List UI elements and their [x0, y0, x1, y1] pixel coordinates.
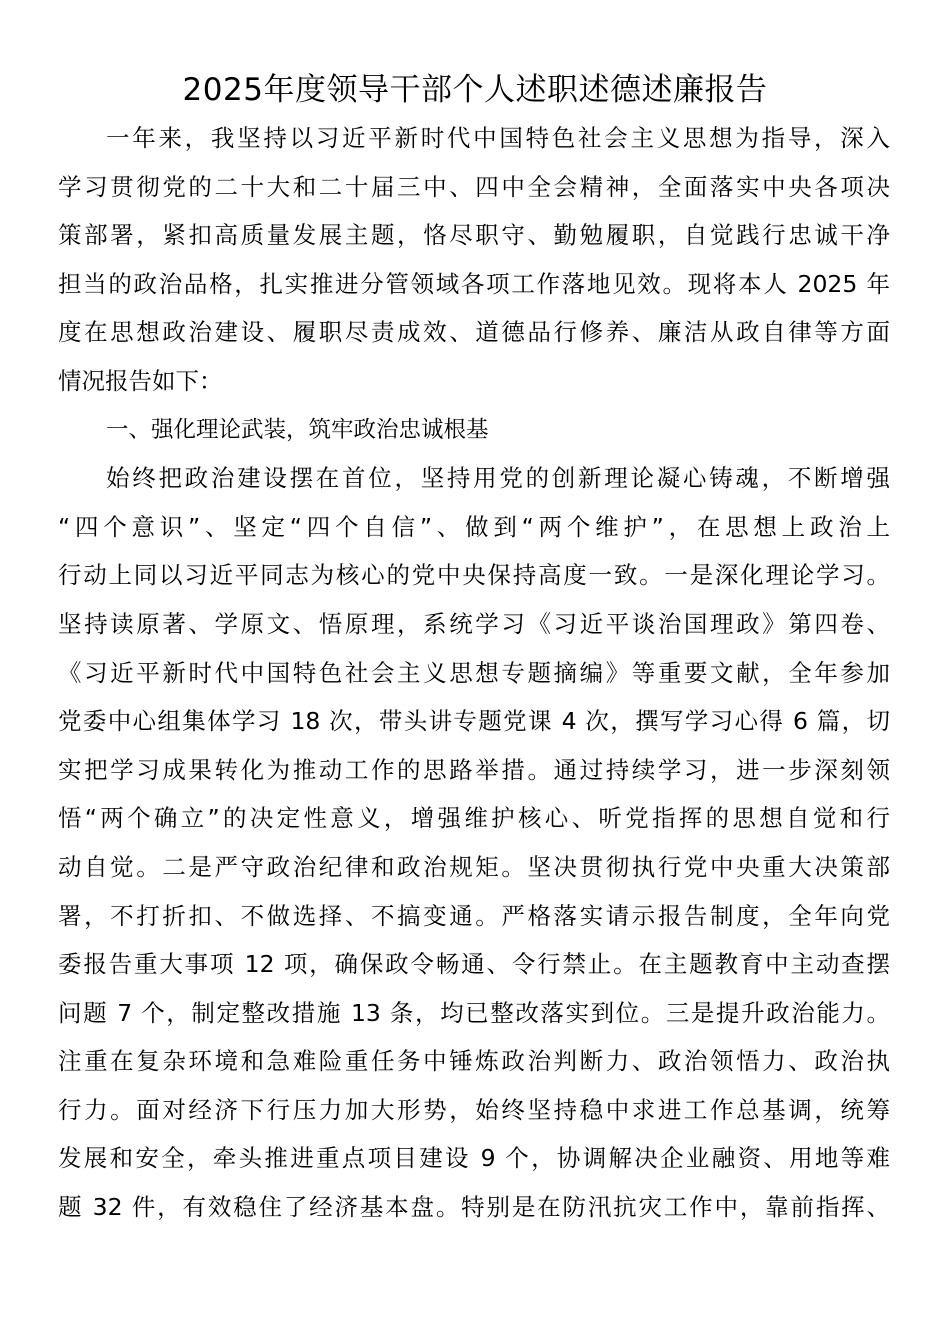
section-body-paragraph	[58, 454, 890, 1232]
text-line: 署，不打折扣、不做选择、不搞变通。严格落实请示报告制度，全年向党	[58, 901, 890, 930]
text-line: 情况报告如下：	[58, 366, 223, 395]
text-line: 坚持读原著、学原文、悟原理，系统学习《习近平谈治国理政》第四卷、	[58, 609, 890, 638]
text-line: “四个意识”、坚定“四个自信”、做到“两个维护”，在思想上政治上	[58, 512, 890, 541]
intro-paragraph	[58, 114, 890, 406]
text-line: 始终把政治建设摆在首位，坚持用党的创新理论凝心铸魂，不断增强	[106, 464, 890, 493]
text-line: 一年来，我坚持以习近平新时代中国特色社会主义思想为指导，深入	[106, 124, 890, 152]
text-line: 注重在复杂环境和急难险重任务中锤炼政治判断力、政治领悟力、政治执	[58, 1047, 890, 1076]
text-line: 学习贯彻党的二十大和二十届三中、四中全会精神，全面落实中央各项决	[58, 172, 890, 201]
section-heading-text: 一、强化理论武装，筑牢政治忠诚根基	[106, 416, 489, 443]
text-line: 策部署，紧扣高质量发展主题，恪尽职守、勤勉履职，自觉践行忠诚干净	[58, 221, 890, 250]
text-line: 党委中心组集体学习 18 次，带头讲专题党课 4 次，撰写学习心得 6 篇，切	[58, 707, 890, 736]
text-line: 动自觉。二是严守政治纪律和政治规矩。坚决贯彻执行党中央重大决策部	[58, 852, 890, 881]
text-line: 实把学习成果转化为推动工作的思路举措。通过持续学习，进一步深刻领	[58, 755, 890, 784]
text-line: 度在思想政治建设、履职尽责成效、道德品行修养、廉洁从政自律等方面	[58, 318, 890, 347]
text-line: 题 32 件，有效稳住了经济基本盘。特别是在防汛抗灾工作中，靠前指挥、	[58, 1193, 890, 1222]
text-line: 委报告重大事项 12 项，确保政令畅通、令行禁止。在主题教育中主动查摆	[58, 950, 890, 979]
text-line: 悟“两个确立”的决定性意义，增强维护核心、听党指挥的思想自觉和行	[58, 804, 890, 833]
text-line: 行力。面对经济下行压力加大形势，始终坚持稳中求进工作总基调，统筹	[58, 1095, 890, 1124]
text-line: 担当的政治品格，扎实推进分管领域各项工作落地见效。现将本人 2025 年	[58, 269, 890, 298]
text-line: 发展和安全，牵头推进重点项目建设 9 个，协调解决企业融资、用地等难	[58, 1144, 890, 1173]
document-body	[58, 114, 890, 1232]
section-heading	[58, 406, 890, 455]
text-line: 行动上同以习近平同志为核心的党中央保持高度一致。一是深化理论学习。	[58, 561, 890, 590]
text-line: 问题 7 个，制定整改措施 13 条，均已整改落实到位。三是提升政治能力。	[58, 998, 890, 1027]
text-line: 《习近平新时代中国特色社会主义思想专题摘编》等重要文献，全年参加	[58, 658, 890, 687]
document-title: 2025年度领导干部个人述职述德述廉报告	[182, 72, 768, 108]
